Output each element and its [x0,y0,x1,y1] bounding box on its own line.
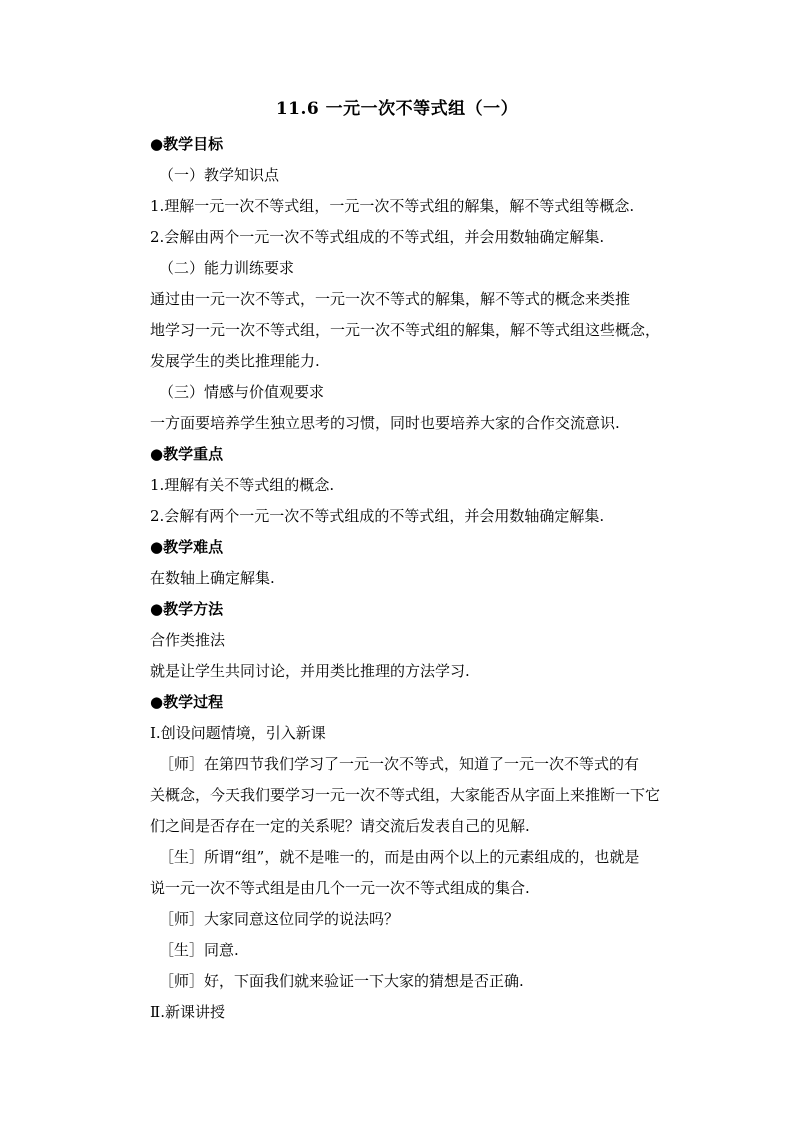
paragraph-line: 2.会解有两个一元一次不等式组成的不等式组，并会用数轴确定解集. [150,507,605,525]
paragraph-line: 关概念，今天我们要学习一元一次不等式组，大家能否从字面上来推断一下它 [150,786,661,804]
paragraph-line: 一方面要培养学生独立思考的习惯，同时也要培养大家的合作交流意识. [150,414,620,432]
paragraph-line: Ⅱ.新课讲授 [150,1003,225,1021]
paragraph-line: Ⅰ.创设问题情境，引入新课 [150,724,326,742]
paragraph-line: 在数轴上确定解集. [150,569,275,587]
section-heading: ●教学重点 [150,445,224,463]
paragraph-line: 们之间是否存在一定的关系呢？请交流后发表自己的见解. [150,817,530,835]
paragraph-line: 1.理解有关不等式组的概念. [150,476,335,494]
subsection-heading: （二）能力训练要求 [159,259,295,277]
paragraph-line: 发展学生的类比推理能力. [150,352,320,370]
paragraph-line: ［师］好，下面我们就来验证一下大家的猜想是否正确. [159,972,524,990]
section-heading: ●教学目标 [150,135,224,153]
paragraph-line: ［生］同意. [159,941,239,959]
document-title: 11.6 一元一次不等式组（一） [275,99,519,119]
subsection-heading: （一）教学知识点 [159,166,280,184]
paragraph-line: 就是让学生共同讨论，并用类比推理的方法学习. [150,662,470,680]
paragraph-line: 1.理解一元一次不等式组，一元一次不等式组的解集，解不等式组等概念. [150,197,635,215]
paragraph-line: 合作类推法 [150,631,226,649]
section-heading: ●教学方法 [150,600,224,618]
document-body [150,129,680,1028]
paragraph-line: ［师］大家同意这位同学的说法吗？ [159,910,400,928]
paragraph-line: 说一元一次不等式组是由几个一元一次不等式组成的集合. [150,879,530,897]
paragraph-line: 2.会解由两个一元一次不等式组成的不等式组，并会用数轴确定解集. [150,228,605,246]
paragraph-line: ［生］所谓“组”，就不是唯一的，而是由两个以上的元素组成的，也就是 [159,848,640,866]
section-heading: ●教学过程 [150,693,224,711]
paragraph-line: 地学习一元一次不等式组，一元一次不等式组的解集，解不等式组这些概念， [150,321,661,339]
paragraph-line: ［师］在第四节我们学习了一元一次不等式，知道了一元一次不等式的有 [159,755,640,773]
section-heading: ●教学难点 [150,538,224,556]
subsection-heading: （三）情感与价值观要求 [159,383,325,401]
paragraph-line: 通过由一元一次不等式，一元一次不等式的解集，解不等式的概念来类推 [150,290,631,308]
